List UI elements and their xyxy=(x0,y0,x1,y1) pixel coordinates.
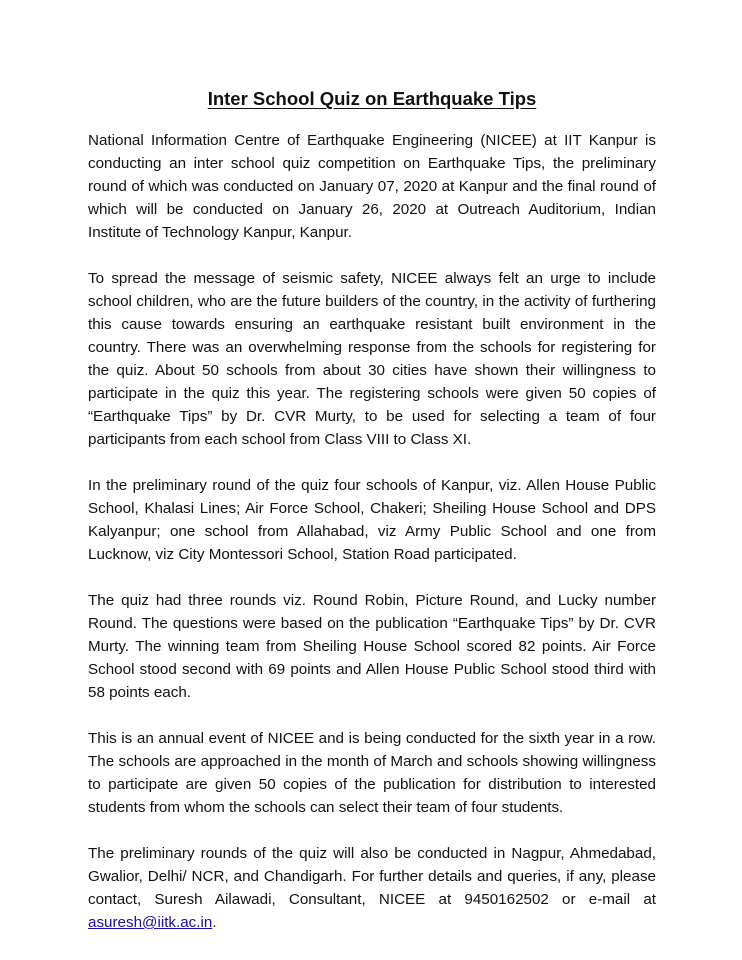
paragraph-quiz-rounds: The quiz had three rounds viz. Round Robin, Picture Round, and Lucky number Round. The questions were based on the publication “Earthquake Tips” by Dr. CVR Murty. The winning team from Sheiling House School scored 82 points. Air Force School stood second with 69 points and Allen House Public School stood third with 58 points each. xyxy=(88,592,656,701)
paragraph-intro: National Information Centre of Earthquake Engineering (NICEE) at IIT Kanpur is conducting an inter school quiz competition on Earthquake Tips, the preliminary round of which was conducted on January 07, 2020 at Kanpur and the final round of which will be conducted on January 26, 2020 at Outreach Auditorium, Indian Institute of Technology Kanpur, Kanpur. xyxy=(88,132,656,241)
document-title: Inter School Quiz on Earthquake Tips xyxy=(207,88,537,109)
paragraph-annual-event: This is an annual event of NICEE and is being conducted for the sixth year in a row. The schools are approached in the month of March and schools showing willingness to participate are given 50 copies of the publication for distribution to interested students from whom the schools can select their team of four students. xyxy=(88,730,656,816)
email-link[interactable]: asuresh@iitk.ac.in xyxy=(88,914,213,931)
paragraph-preliminary-round: In the preliminary round of the quiz four schools of Kanpur, viz. Allen House Public School, Khalasi Lines; Air Force School, Chakeri; Sheiling House School and DPS Kalyanpur; one school from Allahabad, viz Army Public School and one from Lucknow, viz City Montessori School, Station Road participated. xyxy=(88,477,656,563)
paragraph-seismic-safety: To spread the message of seismic safety, NICEE always felt an urge to include school children, who are the future builders of the country, in the activity of furthering this cause towards ensuring an earthquake resistant built environment in the country. There was an overwhelming response from the schools for registering for the quiz. About 50 schools from about 30 cities have shown their willingness to participate in the quiz this year. The registering schools were given 50 copies of “Earthquake Tips” by Dr. CVR Murty, to be used for selecting a team of four participants from each school from Class VIII to Class XI. xyxy=(88,270,656,448)
contact-period: . xyxy=(212,914,217,931)
paragraph-contact xyxy=(88,842,656,934)
contact-text: The preliminary rounds of the quiz will also be conducted in Nagpur, Ahmedabad, Gwalior, Delhi/ NCR, and Chandigarh. For further details and queries, if any, please contact, Suresh Ailawadi, Consultant, NICEE at 9450162502 or e-mail at xyxy=(88,845,656,908)
